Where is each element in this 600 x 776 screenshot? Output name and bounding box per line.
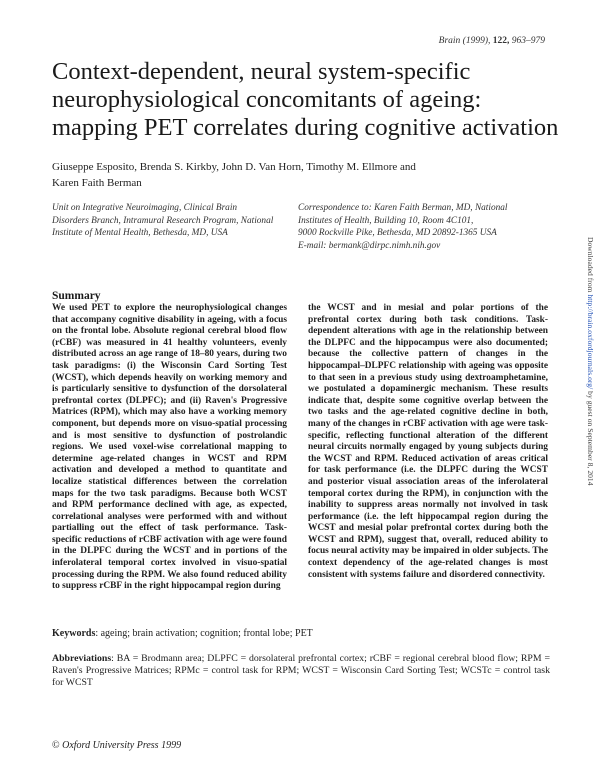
journal-name: Brain bbox=[438, 36, 461, 46]
correspondence-email: E-mail: bermank@dirpc.nimh.nih.gov bbox=[298, 240, 441, 251]
affiliation-line-1: Unit on Integrative Neuroimaging, Clinical Brain bbox=[52, 203, 238, 213]
authors-line-1: Giuseppe Esposito, Brenda S. Kirkby, John D. Van Horn, Timothy M. Ellmore and bbox=[52, 161, 416, 173]
keywords-text: : ageing; brain activation; cognition; frontal lobe; PET bbox=[95, 628, 313, 639]
correspondence-line-3: 9000 Rockville Pike, Bethesda, MD 20892-1365 USA bbox=[298, 228, 497, 238]
copyright-notice bbox=[52, 740, 181, 751]
article-title: Context-dependent, neural system-specific neurophysiological concomitants of ageing: mapping PET correlates during cognitive activation bbox=[52, 58, 559, 141]
affiliation-line-3: Institute of Mental Health, Bethesda, MD, USA bbox=[52, 228, 228, 238]
summary-text-right-column: the WCST and in mesial and polar portions of the prefrontal cortex during both task conditions. Task-dependent alterations with age in the relationship between the DLPFC and the hippocampus were also documented; because the collective pattern of changes in the hippocampal–DLPFC relationship with ageing was opposite to that seen in a previous study using dextroamphetamine, we postulated a dopaminergic mechanism. These results indicate that, despite some cognitive overlap between the two tasks and the age-related cognitive decline in both, many of the changes in rCBF activation with age were task-specific, reflecting functional alteration of the different neural circuits normally engaged by young subjects during the WCST and RPM. Reduced activation of areas critical for task performance (i.e. the DLPFC during the WCST and posterior visual association areas of the inferolateral temporal cortex during the RPM), in conjunction with the inability to suppress areas normally not involved in task performance (i.e. the left hippocampal region during the WCST and mesial polar prefrontal cortex during both the WCST and RPM), suggest that, overall, reduced ability to focus neural activity may be impaired in older subjects. The context dependency of the age-related changes is most consistent with systems failure and disordered connectivity. bbox=[308, 303, 548, 580]
download-note-prefix: Downloaded from bbox=[586, 237, 595, 295]
journal-volume: 122, bbox=[492, 36, 510, 46]
summary-heading: Summary bbox=[52, 290, 101, 302]
abbreviations bbox=[52, 653, 550, 688]
download-note bbox=[586, 237, 595, 486]
affiliation-line-2: Disorders Branch, Intramural Research Program, National bbox=[52, 215, 274, 226]
correspondence-line-2: Institutes of Health, Building 10, Room 4C101, bbox=[298, 215, 474, 226]
abbreviations-text: : BA = Brodmann area; DLPFC = dorsolateral prefrontal cortex; rCBF = regional cerebral blood flow; RPM = Raven's Progressive Matrices; RPMc = control task for RPM; WCST = Wisconsin Card Sorting Test; WCSTc = control task for WCST bbox=[52, 653, 550, 688]
download-note-suffix: by guest on September 8, 2014 bbox=[586, 389, 595, 486]
keywords bbox=[52, 628, 552, 641]
author-list bbox=[52, 159, 512, 191]
journal-pages: 963–979 bbox=[511, 36, 545, 46]
copyright-text: Oxford University Press 1999 bbox=[59, 740, 182, 751]
journal-year: (1999), bbox=[462, 36, 491, 46]
keywords-label: Keywords bbox=[52, 628, 96, 639]
correspondence-line-1: Correspondence to: Karen Faith Berman, MD, National bbox=[298, 203, 508, 213]
abbreviations-label: Abbreviations bbox=[52, 653, 112, 664]
affiliation bbox=[52, 202, 282, 240]
correspondence bbox=[298, 202, 558, 252]
download-link[interactable]: http://brain.oxfordjournals.org/ bbox=[586, 294, 595, 390]
authors-line-2: Karen Faith Berman bbox=[52, 177, 142, 189]
copyright-icon: © bbox=[52, 740, 60, 751]
summary-text-left-column: We used PET to explore the neurophysiological changes that accompany cognitive disability in ageing, with a focus on the frontal lobe. Absolute regional cerebral blood flow (rCBF) was measured in 41 healthy volunteers, evenly distributed across an age range of 18–80 years, during two task paradigms: (i) the Wisconsin Card Sorting Test (WCST), which depends heavily on working memory and is particularly sensitive to dysfunction of the dorsolateral prefrontal cortex (DLPFC); and (ii) Raven's Progressive Matrices (RPM), which may also have a working memory component, but depends more on visuo-spatial processing and is most sensitive to dysfunction of postrolandic regions. We used voxel-wise correlational mapping to determine age-related changes in WCST and RPM activation and developed a method to quantitate and localize statistical differences between the correlation maps for the two task paradigms. Because both WCST and RPM performance declined with age, as expected, correlational analyses were performed with and without partialling out the effect of task performance. Task-specific reductions of rCBF activation with age were found in the DLPFC during the WCST and in portions of the inferolateral temporal cortex involved in visuo-spatial processing during the RPM. We also found reduced ability to suppress rCBF in the right hippocampal region during bbox=[52, 303, 287, 592]
journal-citation bbox=[439, 36, 545, 46]
